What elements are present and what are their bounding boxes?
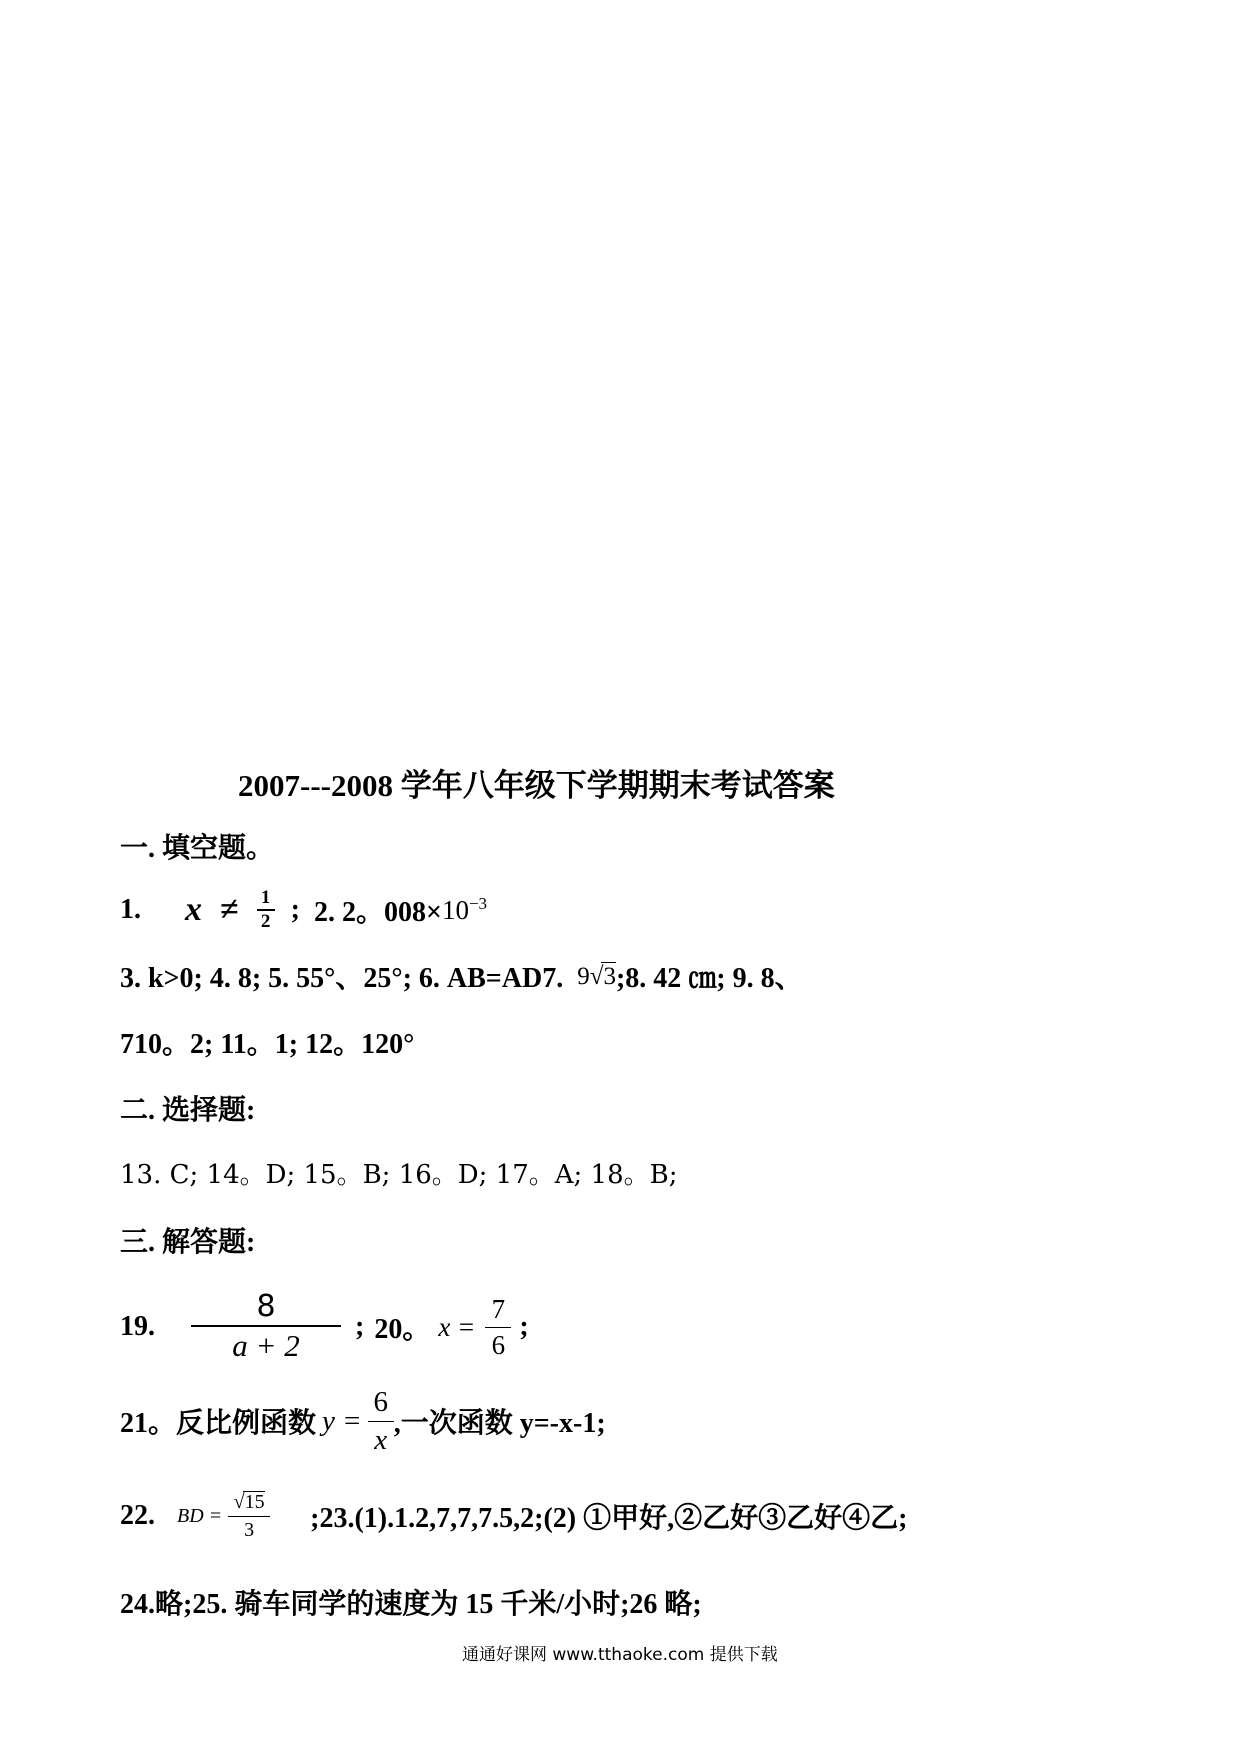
q7-radical: 9√3	[577, 962, 616, 990]
q2-power: $10^{-3}$	[441, 893, 488, 925]
q19-fraction: $\frac{8}{a + 2}$	[191, 1291, 341, 1363]
q22-fraction: $\frac{√15}{3}$	[228, 1491, 270, 1541]
answer-line-22-23: 22. BD = $\frac{√15}{3}$ ;23.(1).1.2,7,7,7.5,2;(2) ①甲好,②乙好③乙好④乙;	[120, 1491, 908, 1541]
answer-line-21: 21。反比例函数 y = $\frac{6}{x}$ ,一次函数 y=-x-1;	[120, 1386, 606, 1456]
answer-line-1: 1. x ≠ $\frac{1}{2}$ ; 2. 2。008× $10^{-3}$	[120, 887, 488, 932]
answer-line-24-26: 24.略;25. 骑车同学的速度为 15 千米/小时;26 略;	[120, 1589, 702, 1620]
q1-variable: x	[185, 890, 202, 928]
q21-fraction: $\frac{6}{x}$	[368, 1387, 394, 1455]
page-title: 2007---2008 学年八年级下学期期末考试答案	[238, 768, 835, 803]
footer-source: 通通好课网 www.tthaoke.com 提供下载	[462, 1645, 778, 1665]
q20-fraction: $\frac{7}{6}$	[485, 1295, 511, 1359]
answer-line-19-20: 19. $\frac{8}{a + 2}$ ; 20。 x = $\frac{7}{6}$ ;	[120, 1288, 529, 1364]
section-heading-fill-blank: 一. 填空题。	[120, 833, 275, 864]
q1-fraction: $\frac{1}{2}$	[257, 888, 275, 932]
answer-line-2: 3. k>0; 4. 8; 5. 55°、25°; 6. AB=AD7. 9√3 ;8. 42 ㎝; 9. 8、	[120, 962, 803, 994]
q1-relation: ≠	[220, 890, 239, 928]
answer-line-3: 710。2; 11。1; 12。120°	[120, 1029, 415, 1060]
section-heading-choice: 二. 选择题:	[120, 1095, 256, 1126]
choice-answers: 13. C; 14。D; 15。B; 16。D; 17。A; 18。B;	[120, 1160, 678, 1190]
q1-label: 1.	[120, 893, 141, 925]
section-heading-solve: 三. 解答题:	[120, 1227, 256, 1258]
q2-answer: 2. 2。008×	[314, 896, 442, 928]
